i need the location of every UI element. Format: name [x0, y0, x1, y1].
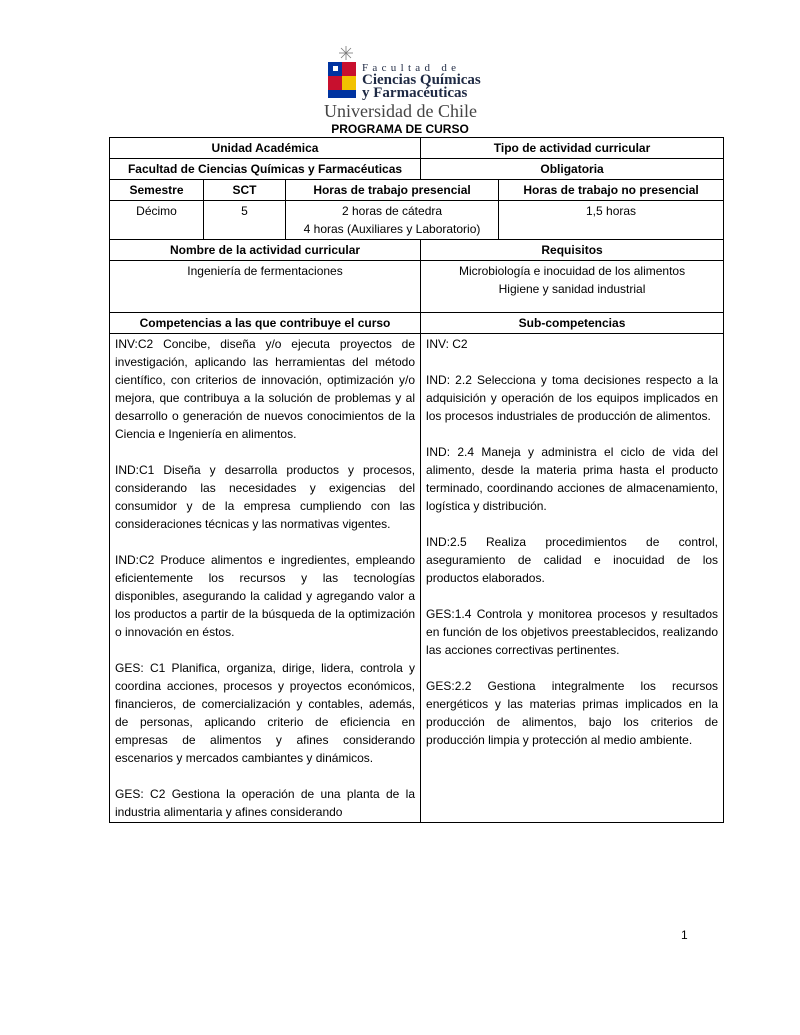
subcompetencia-ges-1-4: GES:1.4 Controla y monitorea procesos y resultados en función de los objetivos preestablecidos, realizando las acciones correctivas pertinentes.: [426, 607, 719, 657]
header-requisitos: Requisitos: [421, 240, 724, 261]
presencial-value: [286, 201, 499, 240]
unidad-value: Facultad de Ciencias Químicas y Farmacéuticas: [110, 159, 421, 180]
page-number: 1: [681, 928, 688, 942]
header-competencias: Competencias a las que contribuye el curso: [110, 313, 421, 334]
competencia-inv-c2: INV:C2 Concibe, diseña y/o ejecuta proyectos de investigación, aplicando las herramientas del método científico, con criterios de innovación, optimización y/o mejora, que contribuya a la solución de problemas y al desarrollo o generación de nuevos conocimientos de la Ciencia e Ingeniería en alimentos.: [115, 337, 416, 441]
header-tipo: Tipo de actividad curricular: [421, 138, 724, 159]
sct-value: 5: [204, 201, 286, 240]
competencia-ges-c2: GES: C2 Gestiona la operación de una planta de la industria alimentaria y afines considerando: [115, 787, 416, 819]
subcompetencia-ind-2-2: IND: 2.2 Selecciona y toma decisiones respecto a la adquisición y operación de los equipos implicados en los procesos industriales de producción de alimentos.: [426, 373, 719, 423]
nombre-value: Ingeniería de fermentaciones: [110, 261, 421, 313]
logo-line-facultad: Facultad de: [362, 62, 461, 74]
university-emblem-icon: [324, 44, 358, 102]
table-row: [110, 201, 724, 240]
presencial-line-1: 2 horas de cátedra: [341, 204, 443, 218]
header-subcompetencias: Sub-competencias: [421, 313, 724, 334]
semestre-value: Décimo: [110, 201, 204, 240]
logo-line-ciencias: Ciencias Químicas: [362, 72, 481, 88]
faculty-logo: [322, 44, 482, 122]
header-nombre: Nombre de la actividad curricular: [110, 240, 421, 261]
subcompetencia-inv-c2: INV: C2: [426, 337, 468, 351]
logo-line-farmaceuticas: y Farmacéuticas: [362, 85, 468, 101]
competencia-ind-c1: IND:C1 Diseña y desarrolla productos y procesos, considerando las necesidades y exigencias del consumidor y de la empresa cumpliendo con las consideraciones técnicas y las normativas vigentes.: [115, 463, 416, 531]
competencia-ind-c2: IND:C2 Produce alimentos e ingredientes, empleando eficientemente los recursos y las tecnologías disponibles, asegurando la calidad y agregando valor a los productos a partir de la búsqueda de la optimización o innovación en éstos.: [115, 553, 416, 639]
competencias-cell: [110, 334, 421, 823]
table-row: [110, 159, 724, 180]
subcompetencia-ind-2-4: IND: 2.4 Maneja y administra el ciclo de vida del alimento, desde la materia prima hasta el producto terminado, coordinando acciones de almacenamiento, logística y distribución.: [426, 445, 719, 513]
table-row: [110, 138, 724, 159]
requisito-2: Higiene y sanidad industrial: [498, 282, 646, 296]
table-row: [110, 313, 724, 334]
presencial-line-2: 4 horas (Auxiliares y Laboratorio): [303, 222, 481, 236]
document-title: PROGRAMA DE CURSO: [331, 122, 469, 136]
logo-line-universidad: Universidad de Chile: [324, 101, 477, 121]
header-no-presencial: Horas de trabajo no presencial: [499, 180, 724, 201]
table-row: [110, 261, 724, 313]
competencia-ges-c1: GES: C1 Planifica, organiza, dirige, lidera, controla y coordina acciones, procesos y proyectos económicos, financieros, de comercialización y contables, además, de personas, aplicando criterio de eficiencia en empresas de alimentos y afines considerando escenarios y mercados cambiantes y dinámicos.: [115, 661, 416, 765]
header-semestre: Semestre: [110, 180, 204, 201]
header-unidad: Unidad Académica: [110, 138, 421, 159]
table-row: [110, 240, 724, 261]
tipo-value: Obligatoria: [421, 159, 724, 180]
requisito-1: Microbiología e inocuidad de los alimentos: [458, 264, 686, 278]
header-sct: SCT: [204, 180, 286, 201]
table-row: [110, 334, 724, 823]
header-presencial: Horas de trabajo presencial: [286, 180, 499, 201]
subcompetencias-cell: [421, 334, 724, 823]
course-program-table: [109, 137, 724, 823]
table-row: [110, 180, 724, 201]
no-presencial-value: 1,5 horas: [499, 201, 724, 240]
requisitos-value: [421, 261, 724, 313]
subcompetencia-ind-2-5: IND:2.5 Realiza procedimientos de control, aseguramiento de calidad e inocuidad de los productos elaborados.: [426, 535, 719, 585]
subcompetencia-ges-2-2: GES:2.2 Gestiona integralmente los recursos energéticos y las materias primas implicados en la producción de alimentos, bajo los criterios de producción limpia y protección al medio ambiente.: [426, 679, 719, 747]
